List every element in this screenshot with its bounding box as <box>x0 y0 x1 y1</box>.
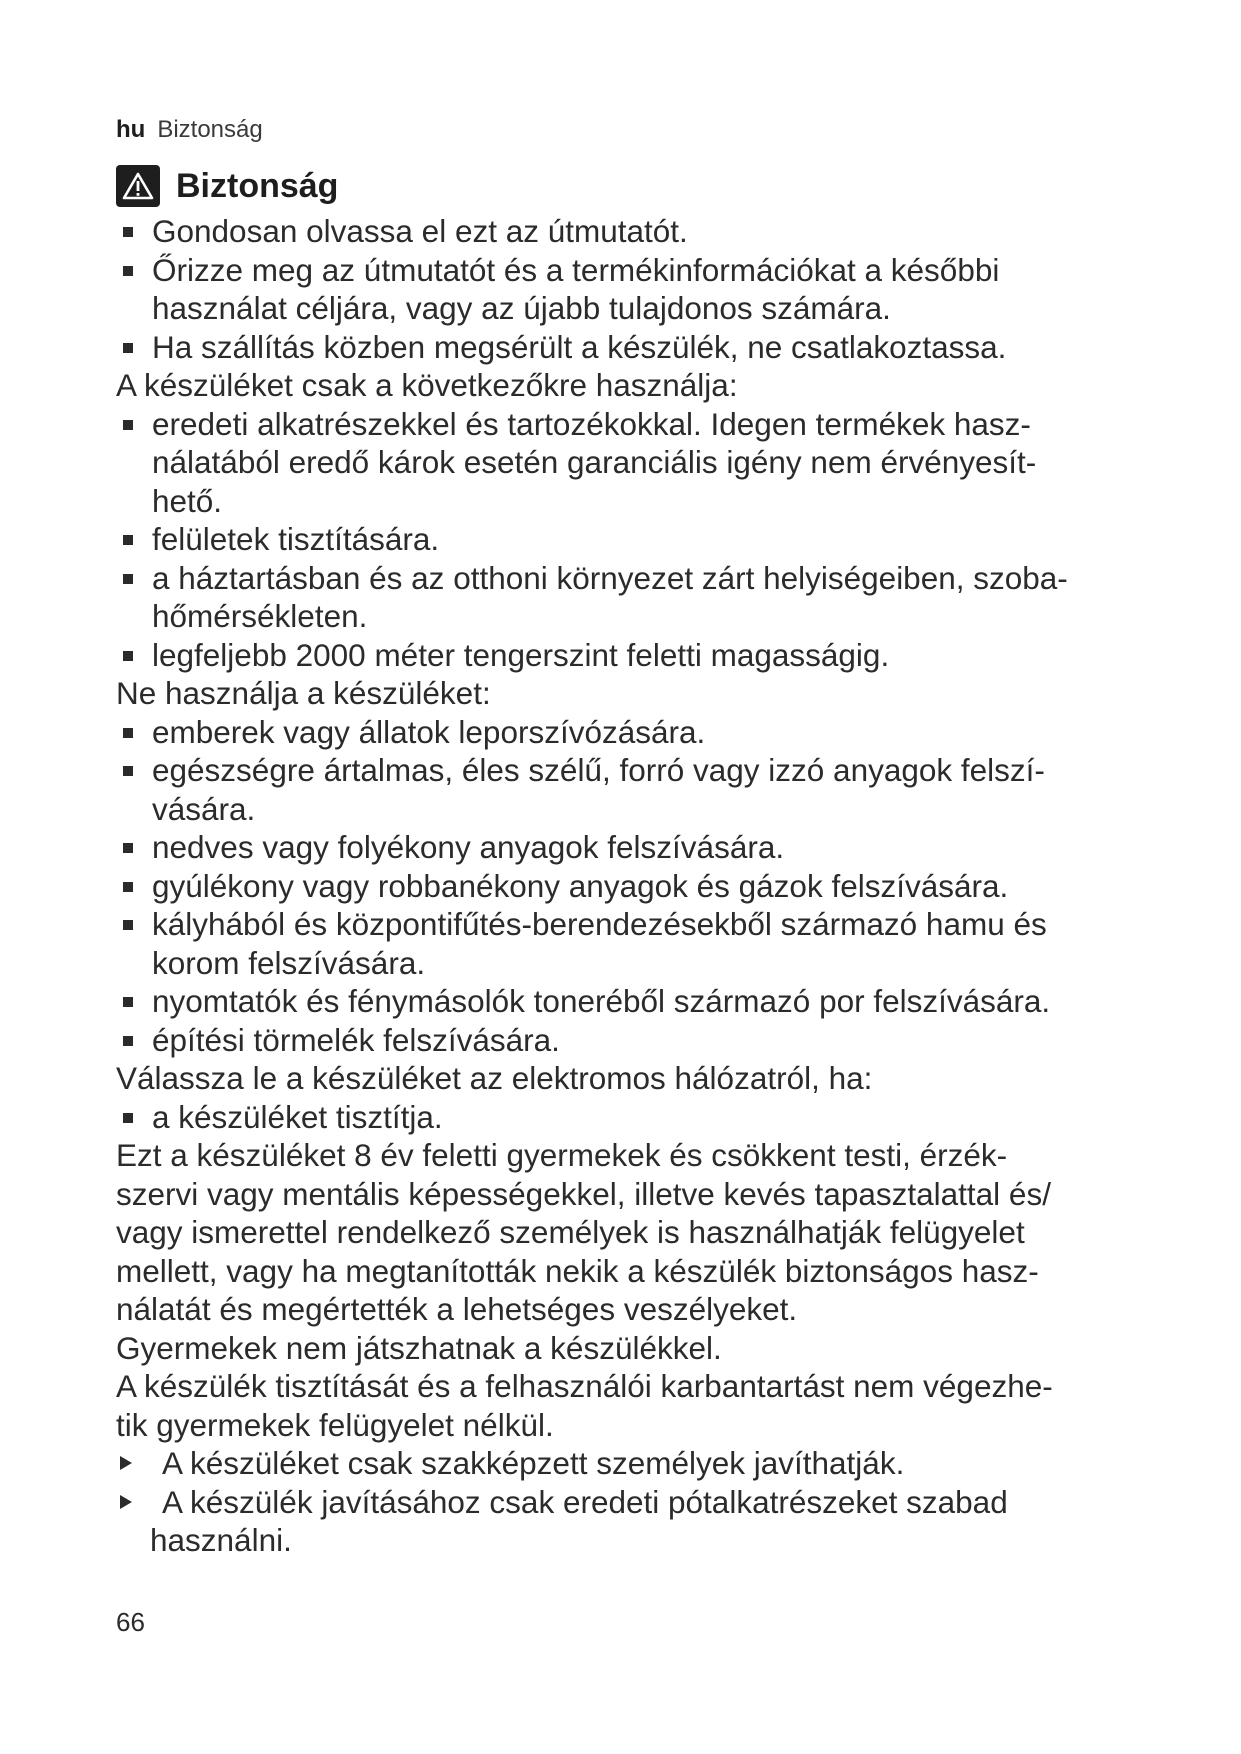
bullet-item <box>116 867 1146 906</box>
bullet-item <box>116 251 1146 328</box>
paragraph <box>116 1367 1146 1444</box>
text-line: Gondosan olvassa el ezt az útmutatót. <box>152 213 688 249</box>
text-line: nedves vagy folyékony anyagok felszívására. <box>152 829 785 865</box>
text-line: korom felszívására. <box>152 944 426 981</box>
text-line: egészségre ártalmas, éles szélű, forró vagy izzó anyagok felszí- <box>152 752 1045 788</box>
bullet-square-icon <box>123 843 133 853</box>
text-line: hőmérsékleten. <box>152 598 368 634</box>
text-line: használat céljára, vagy az újabb tulajdonos számára. <box>152 290 891 326</box>
bullet-square-icon <box>123 728 133 738</box>
bullet-square-icon <box>123 1113 133 1123</box>
text-line: szervi vagy mentális képességekkel, illetve kevés tapasztalattal és/ <box>116 1175 1051 1212</box>
text-line: A készülék tisztítását és a felhasználói karbantartást nem végezhe- <box>116 1368 1053 1404</box>
text-line: hető. <box>152 482 223 519</box>
safety-content <box>116 212 1146 1560</box>
bullet-item <box>116 1021 1146 1060</box>
bullet-square-icon <box>123 227 133 237</box>
section-title <box>116 165 338 207</box>
text-line: gyúlékony vagy robbanékony anyagok és gázok felszívására. <box>152 867 1009 904</box>
bullet-item <box>116 520 1146 559</box>
text-line: nálatából eredő károk esetén garanciális igény nem érvényesít- <box>152 444 1037 480</box>
text-line: Válassza le a készüléket az elektromos hálózatról, ha: <box>116 1060 873 1096</box>
page-title: Biztonság <box>176 166 339 205</box>
bullet-square-icon <box>123 266 133 276</box>
text-line: Őrizze meg az útmutatót és a termékinformációkat a későbbi <box>152 251 1000 288</box>
bullet-square-icon <box>123 997 133 1007</box>
paragraph <box>116 366 1146 405</box>
section-name: Biztonság <box>157 116 263 143</box>
bullet-item <box>116 905 1146 982</box>
text-line: eredeti alkatrészekkel és tartozékokkal. Idegen termékek hasz- <box>152 405 1031 442</box>
bullet-item <box>116 636 1146 675</box>
bullet-item <box>116 751 1146 828</box>
bullet-item <box>116 982 1146 1021</box>
text-line: tik gyermekek felügyelet nélkül. <box>116 1406 554 1443</box>
bullet-item <box>116 405 1146 521</box>
paragraph <box>116 1136 1146 1329</box>
text-line: nálatát és megértették a lehetséges veszélyeket. <box>116 1291 798 1327</box>
text-line: kályhából és központifűtés-berendezésekből származó hamu és <box>152 906 1047 942</box>
paragraph <box>116 674 1146 713</box>
action-item <box>116 1483 1146 1560</box>
bullet-square-icon <box>123 882 133 892</box>
text-line: mellett, vagy ha megtanították nekik a készülék biztonságos hasz- <box>116 1252 1039 1289</box>
action-item <box>116 1444 1146 1483</box>
bullet-square-icon <box>123 651 133 661</box>
bullet-square-icon <box>123 343 133 353</box>
text-line: Ezt a készüléket 8 év feletti gyermekek és csökkent testi, érzék- <box>116 1137 1008 1173</box>
bullet-square-icon <box>123 535 133 545</box>
bullet-square-icon <box>123 920 133 930</box>
text-line: felületek tisztítására. <box>152 521 440 557</box>
bullet-item <box>116 212 1146 251</box>
text-line: a készüléket tisztítja. <box>152 1098 443 1135</box>
action-arrow-icon <box>120 1456 132 1470</box>
text-line: A készülék javításához csak eredeti pótalkatrészeket szabad <box>162 1483 1008 1520</box>
bullet-item <box>116 828 1146 867</box>
bullet-item <box>116 1098 1146 1137</box>
text-line: Gyermekek nem játszhatnak a készülékkel. <box>116 1329 722 1366</box>
page-number: 66 <box>116 1607 145 1637</box>
bullet-square-icon <box>123 420 133 430</box>
text-line: a háztartásban és az otthoni környezet zárt helyiségeiben, szoba- <box>152 559 1068 596</box>
running-header <box>116 116 263 144</box>
paragraph <box>116 1329 1146 1368</box>
paragraph <box>116 1059 1146 1098</box>
text-line: építési törmelék felszívására. <box>152 1021 560 1058</box>
bullet-square-icon <box>123 1036 133 1046</box>
action-arrow-icon <box>120 1495 132 1509</box>
text-line: A készüléket csak a következőkre használja: <box>116 367 738 403</box>
text-line: Ne használja a készüléket: <box>116 675 491 711</box>
text-line: vagy ismerettel rendelkező személyek is használhatják felügyelet <box>116 1214 1025 1250</box>
bullet-item <box>116 713 1146 752</box>
bullet-square-icon <box>123 574 133 584</box>
language-code: hu <box>116 116 146 143</box>
bullet-square-icon <box>123 766 133 776</box>
text-line: Ha szállítás közben megsérült a készülék, ne csatlakoztassa. <box>152 328 1007 365</box>
text-line: használni. <box>150 1522 292 1558</box>
text-line: nyomtatók és fénymásolók toneréből származó por felszívására. <box>152 983 1051 1019</box>
text-line: vására. <box>152 790 256 827</box>
text-line: emberek vagy állatok leporszívózására. <box>152 713 706 750</box>
text-line: A készüléket csak szakképzett személyek javíthatják. <box>162 1445 905 1481</box>
bullet-item <box>116 559 1146 636</box>
bullet-item <box>116 328 1146 367</box>
text-line: legfeljebb 2000 méter tengerszint feletti magasságig. <box>152 636 890 673</box>
warning-icon <box>116 165 160 207</box>
